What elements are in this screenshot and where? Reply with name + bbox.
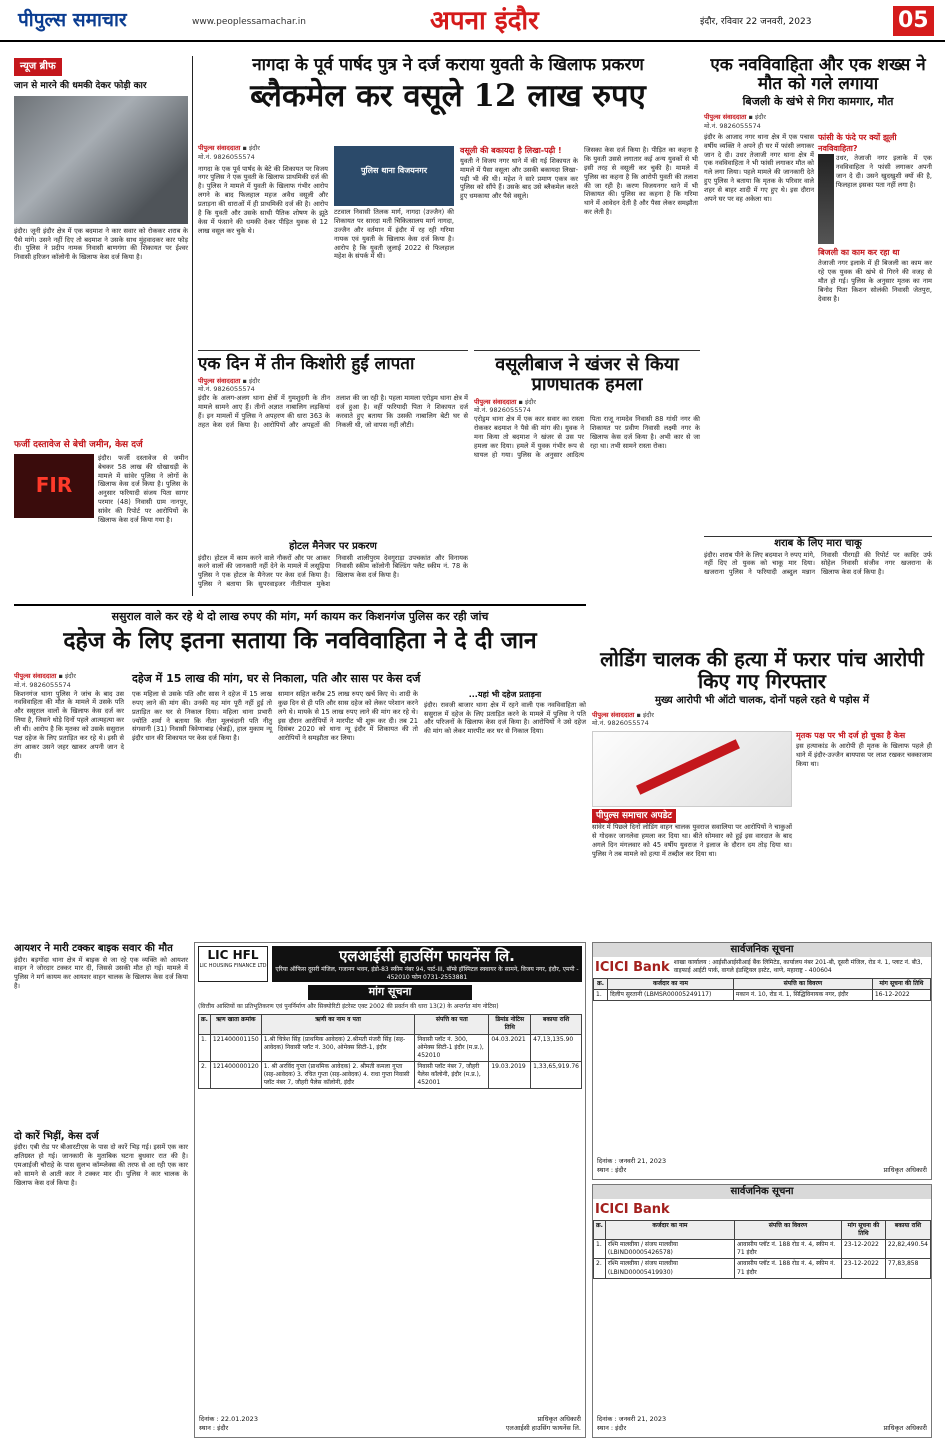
notice2-cell: रश्मि मालवीया / संजय मालवीया (LBIND00005419930) <box>605 1259 734 1278</box>
story8-subhead: मुख्य आरोपी भी ऑटो चालक, दोनों पहले रहते थे पड़ोस में <box>655 695 869 706</box>
icici-notice-2 <box>592 1184 932 1438</box>
notice1-row <box>594 990 931 1001</box>
lic-title: एलआईसी हाउसिंग फायनेंस लि. <box>339 947 515 965</box>
story5-phone: मो.नं. 9826055574 <box>474 406 531 415</box>
story1-city: इंदौर <box>248 144 260 152</box>
story7-headline[interactable]: दहेज के लिए इतना सताया कि नवविवाहिता ने दे दी जान <box>63 626 537 654</box>
lic-logo-text: LIC HFL <box>207 948 259 962</box>
page-number: 05 <box>893 6 934 36</box>
story1-inset-title: वसूली की बकायदा है लिखा-पढ़ी ! <box>460 146 562 155</box>
story7-text2: एक महिला से उसके पति और सास ने दहेज में 15 लाख रुपए लाने की मांग की। उनकी यह मांग पूरी नहीं हुई तो प्रताड़ित कर घर से निकाल दिया। महिला थाना प्रभारी ज्योति शर्मा ने बताया कि नीता मूलचंदानी पति नीतु संगवानी (31) निवासी त्रिवेणाबाढ़ (चेन्नई), हाल मुकाम न्यू इंदौर धान की शिकायत पर केस दर्ज किया है। <box>132 689 272 743</box>
brief-item2-text-a: इंदौर। फर्जी दस्तावेज से जमीन बेचकर 58 लाख की धोखाधड़ी के मामले में सांवेर पुलिस ने लोगों के खिलाफ केस दर्ज किया है। पुलिस के अनुसार फरियादी संजय पिता सागर परमार (48) निवासी ग्राम नानपुर, सांवेर की रिपोर्ट पर आरोपियों के खिलाफ केस दर्ज किया गया है। <box>98 453 188 525</box>
story1-phone: मो.नं. 9826055574 <box>198 152 255 161</box>
lic-date: दिनांक : 22.01.2023 <box>199 1415 258 1424</box>
lic-column-header: ऋण खाता क्रमांक <box>210 1015 261 1034</box>
lic-signatory: प्राधिकृत अधिकारी <box>537 1415 581 1424</box>
story8-phone: मो.नं. 9826055574 <box>592 719 649 728</box>
lic-cell: 1. श्री अरविंद गुप्ता (प्राथमिक आवेदक) 2. श्रीमती कमला गुप्ता (सह-आवेदक) 3. रचित गुप्ता (सह-आवेदक) 4. राधा गुप्ता निवासी प्लॉट नंबर 7, जौहरी पैलेस कॉलोनी, इंदौर <box>261 1061 415 1088</box>
lic-intro: (वित्तीय आस्तियों का प्रतिभूतिकरण एवं पुनर्निर्माण और सिक्योरिटी इंटरेस्ट एक्ट 2002 की प्रवर्तन की धारा 13(2) के अन्तर्गत मांग नोटिस) <box>198 1003 499 1011</box>
notice2-table <box>593 1220 931 1279</box>
story5-byline: पीपुल्स संवाददाता <box>474 397 517 406</box>
story8-headline[interactable]: लोडिंग चालक की हत्या में फरार पांच आरोपी किए गए गिरफ्तार <box>600 647 924 693</box>
notice1-column-header: क्र. <box>594 979 608 990</box>
story2-inset-title: फांसी के फंदे पर क्यों झूली नवविवाहिता? <box>818 132 897 153</box>
lic-row <box>199 1034 582 1061</box>
story1-kicker[interactable]: नागदा के पूर्व पार्षद पुत्र ने दर्ज कराया युवती के खिलाफ प्रकरण <box>252 55 644 75</box>
notice2-cell: आवासीय प्लॉट नं. 188 रोड नं. 4, स्कीम नं. 71 इंदौर <box>735 1240 842 1259</box>
notice2-cell: रश्मि मालवीया / संजय मालवीया (LBIND00005426578) <box>605 1240 734 1259</box>
notice1-cell: दिलीप सुरतानी (LBMSR00005249117) <box>608 990 734 1001</box>
police-station-photo <box>334 146 454 206</box>
notice2-head: सार्वजनिक सूचना <box>593 1185 931 1199</box>
story7-kicker[interactable]: ससुराल वाले कर रहे थे दो लाख रुपए की मांग, मर्ग कायम कर किशनगंज पुलिस कर रही जांच <box>111 610 489 623</box>
story8-inset-title: मृतक पक्ष पर भी दर्ज हो चुका है केस <box>796 731 906 741</box>
news-brief-label: न्यूज ब्रीफ <box>14 58 62 76</box>
story2-byline: पीपुल्स संवाददाता <box>704 113 747 122</box>
lic-row <box>199 1061 582 1088</box>
story8-text: सांवेर में पिछले दिनों लोडिंग वाहन चालक युवराज सवालिया पर आरोपियों ने चाकुओं से गोदकर जानलेवा हमला कर दिया था। बीते सोमवार को हुई इस वारदात के बाद अगले दिन मंगलवार को 45 वर्षीय युवराज ने इलाज के दौरान दम तोड़ दिया था। पुलिस ने तब मामले को हत्या में तब्दील कर दिया था। <box>592 823 792 858</box>
story2-subhead: बिजली के खंभे से गिरा कामगार, मौत <box>742 95 894 109</box>
brief-item3-title[interactable]: आयशर ने मारी टक्कर बाइक सवार की मौत <box>14 943 173 954</box>
notice2-signatory: प्राधिकृत अधिकारी <box>883 1424 927 1433</box>
brand-logo[interactable]: पीपुल्स समाचार <box>18 9 127 31</box>
story2-headline[interactable]: एक नवविवाहिता और एक शख्स ने मौत को गले लगाया <box>710 55 926 94</box>
story1-text4: जिसका केस दर्ज किया है। पीड़ित का कहना है कि युवती उससे लगातार कई अन्य युवकों से भी इसी तरह से वसूली कर चुकी है। मामले में पुलिस का कहना है कि आरोपी युवती की तलाश की जा रही है। करण विजयनगर थाने में भी शिकायत की। पुलिस का कहना है कि गरिमा थाने में आवेदन देती है और पैसा लेकर समझौता कर लेती है। <box>584 146 698 217</box>
lic-column-header: संपत्ति का पता <box>415 1015 489 1034</box>
story-dowry: ससुराल वाले कर रहे थे दो लाख रुपए की मांग, मर्ग कायम कर किशनगंज पुलिस कर रही जांच दहेज के लिए इतना सताया कि नवविवाहिता ने दे दी जान पीपुल्स संवाददाता ▪ इंदौर मो.नं. 9826055574 किशनगंज थाना पुलिस ने जांच के बाद उस नवविवाहिता की मौत के मामले में उसके पति और ससुराल वालों के खिलाफ केस दर्ज कर लिया है, जिसने थोड़े दिनों पहले आत्महत्या कर ली थी। आरोप है कि मृतका को उसके ससुराल पक्ष दहेज के लिए प्रताड़ित कर रहे थे। इसी से तंग आकर उसने जहर खाकर अपनी जान दे दी। दहेज में 15 लाख की मांग, घर से निकाला, पति और सास पर केस दर्ज एक महिला से उसके पति और सास ने दहेज में 15 लाख रुपए लाने की मांग की। उनकी यह मांग पूरी नहीं हुई तो प्रताड़ित कर घर से निकाल दिया। महिला थाना प्रभारी ज्योति शर्मा ने बताया कि नीता मूलचंदानी पति नीतु संगवानी (31) निवासी त्रिवेणाबाढ़ (चेन्नई), हाल मुकाम न्यू इंदौर धान की शिकायत पर केस दर्ज किया है। सामान सहित करीब 25 लाख रुपए खर्च किए थे। शादी के कुछ दिन से ही पति और सास दहेज को लेकर परेशान करने लगे थे। मायके से 15 लाख रुपए लाने की मांग कर रहे थे। इस दौरान आरोपियों ने मारपीट भी शुरू कर दी। तब 21 दिसंबर 2020 को थाना न्यू इंदौर में शिकायत की तो आरोपियों ने समझौता कर लिया। ...यहां भी दहेज प्रताड़ना इंदौर। रावजी बाजार थाना क्षेत्र में रहने वाली एक नवविवाहिता को ससुराल में दहेज के लिए प्रताड़ित करने के मामले में पुलिस ने पति और परिजनों के खिलाफ केस दर्ज किया है। आरोपियों ने उसे दहेज की मांग को लेकर मारपीट कर घर से निकाल दिया। <box>14 604 586 936</box>
notice2-cell: 1. <box>594 1240 606 1259</box>
story5-city: इंदौर <box>524 397 536 406</box>
lic-column-header: बकाया राशि <box>531 1015 582 1034</box>
lic-cell: 1,33,65,919.76 <box>531 1061 582 1088</box>
notice1-cell: मकान नं. 10, रोड नं. 1, सिद्धिविनायक नगर, इंदौर <box>733 990 872 1001</box>
brief-item4-title[interactable]: दो कारें भिड़ीं, केस दर्ज <box>14 1130 99 1142</box>
lic-logo-sub: LIC HOUSING FINANCE LTD <box>199 963 267 970</box>
story3-phone: मो.नं. 9826055574 <box>198 385 255 394</box>
notice1-column-header: कर्जदार का नाम <box>608 979 734 990</box>
story6-headline[interactable]: शराब के लिए मारा चाकू <box>774 538 862 549</box>
lic-cell: 2. <box>199 1061 211 1088</box>
story7-text4: इंदौर। रावजी बाजार थाना क्षेत्र में रहने वाली एक नवविवाहिता को ससुराल में दहेज के लिए प्रताड़ित करने के मामले में पुलिस ने पति और परिजनों के खिलाफ केस दर्ज किया है। आरोपियों ने उसे दहेज की मांग को लेकर मारपीट कर घर से निकाल दिया। <box>424 700 586 736</box>
story1-photo-caption: पुलिस थाना विजयनगर <box>360 166 428 175</box>
lic-cell: निवासी प्लॉट नं. 300, ओमेक्स सिटी-1 इंदौर (म.प्र.), 452010 <box>415 1034 489 1061</box>
notice1-place: स्थान : इंदौर <box>597 1166 627 1175</box>
story7-text3: सामान सहित करीब 25 लाख रुपए खर्च किए थे। शादी के कुछ दिन से ही पति और सास दहेज को लेकर परेशान करने लगे थे। मायके से 15 लाख रुपए लाने की मांग कर रहे थे। इस दौरान आरोपियों ने मारपीट भी शुरू कर दी। तब 21 दिसंबर 2020 को थाना न्यू इंदौर में शिकायत की तो आरोपियों ने समझौता कर लिया। <box>278 689 418 743</box>
story3-text: इंदौर के अलग-अलग थाना क्षेत्रों में गुमशुदगी के तीन मामले सामने आए हैं। तीनों अज्ञात नाबालिग लड़कियां हैं। इन मामलों में पुलिस ने अपहरण की धारा 363 के तहत केस दर्ज किया है। आरोपियों और अपहृतों की तलाश की जा रही है। पहला मामला एरोड्रम थाना क्षेत्र में दर्ज हुआ है। वहीं फरियादी पिता ने शिकायत दर्ज करवाते हुए बताया कि उसकी नाबालिग बेटी घर से निकली थी, जो वापस नहीं लौटी। <box>198 394 468 429</box>
story1-text3: युवती ने विजय नगर थाने में की गई शिकायत के मामले में पैसा वसूला और उसकी बकायदा लिखा-पढ़ी भी की थी। महेश ने सारे प्रमाण एकत्र कर पुलिस को सौंपे हैं। उसके बाद उसे ब्लैकमेल करते हुए धमकाया और पैसे वसूले। <box>460 156 578 201</box>
lic-cell: 47,13,135.90 <box>531 1034 582 1061</box>
brief-item4-text: इंदौर। एबी रोड पर बीआरटीएस के पास दो कारें भिड़ गई। इसमें एक कार क्षतिग्रस्त हो गई। जानकारी के मुताबिक घटना बुधवार रात की है। एमआईजी चौराहे के पास सुलभ कॉम्प्लेक्स की तरफ से आ रही एक कार को सामने से आती कार ने टक्कर मार दी। पुलिस ने कार चालक के खिलाफ केस दर्ज किया है। <box>14 1143 188 1187</box>
story-missing-girls: एक दिन में तीन किशोरी हुईं लापता पीपुल्स संवाददाता ▪ इंदौर मो.नं. 9826055574 इंदौर के अलग-अलग थाना क्षेत्रों में गुमशुदगी के तीन मामले सामने आए हैं। तीनों अज्ञात नाबालिग लड़कियां हैं। इन मामलों में पुलिस ने अपहरण की धारा 363 के तहत केस दर्ज किया है। आरोपियों और अपहृतों की तलाश की जा रही है। पहला मामला एरोड्रम थाना क्षेत्र में दर्ज हुआ है। वहीं फरियादी पिता ने शिकायत दर्ज करवाते हुए बताया कि उसकी नाबालिग बेटी घर से निकली थी, जो वापस नहीं लौटी। <box>198 350 468 540</box>
story4-headline[interactable]: होटल मैनेजर पर प्रकरण <box>289 541 377 552</box>
lic-ad <box>194 942 586 1438</box>
notice1-table <box>593 978 931 1001</box>
lic-column-header: डिमांड नोटिस तिथि <box>489 1015 531 1034</box>
story5-headline[interactable]: वसूलीबाज ने खंजर से किया प्राणघातक हमला <box>495 354 679 395</box>
notice2-cell: 23-12-2022 <box>841 1259 885 1278</box>
story3-byline: पीपुल्स संवाददाता <box>198 376 241 385</box>
lic-cell: 121400000120 <box>210 1061 261 1088</box>
story-knife <box>704 536 932 598</box>
noose-photo <box>818 154 834 244</box>
lic-company-sign: एलआईसी हाउसिंग फायनेंस लि. <box>505 1424 581 1433</box>
lic-cell: 1.श्री चित्रेश सिंह (प्राथमिक आवेदक) 2.श्रीमती मंजरी सिंह (सह-आवेदक) निवासी प्लॉट नं. 300, ओमेक्स सिटी-1, इंदौर <box>261 1034 415 1061</box>
masthead <box>0 0 945 42</box>
notice2-date: दिनांक : जनवरी 21, 2023 <box>597 1415 667 1424</box>
notice1-column-header: मांग सूचना की तिथि <box>872 979 930 990</box>
story1-byline: पीपुल्स संवाददाता <box>198 144 241 152</box>
dateline: इंदौर, रविवार 22 जनवरी, 2023 <box>700 17 812 27</box>
story7-city: इंदौर <box>64 672 76 680</box>
site-url[interactable]: www.peoplessamachar.in <box>192 17 306 27</box>
story2-text: इंदौर के आजाद नगर थाना क्षेत्र में एक पचास वर्षीय व्यक्ति ने अपने ही घर में फांसी लगाकर जान दे दी। उधर तेजाजी नगर थाना क्षेत्र में एक नवविवाहिता ने भी फांसी लगाकर मौत को गले लगा लिया। पहले मामले की जानकारी देते हुए पुलिस ने बताया कि मृतक के परिवार वाले शहर से बाहर शादी में गए हुए थे। इस दौरान अपने घर पर वह अकेला था। <box>704 132 814 203</box>
story5-text: एरोड्रम थाना क्षेत्र में एक कार सवार का रास्ता रोककर बदमाश ने पैसे की मांग की। युवक ने मना किया तो बदमाश ने खंजर से उस पर हमला कर दिया। हमले में युवक गंभीर रूप से घायल हो गया। पुलिस के अनुसार आदित्य पिता राजू नामदेव निवासी 88 गांधी नगर की शिकायत पर प्रवीण निवासी लक्ष्मी नगर के खिलाफ केस दर्ज किया है। अभी कार से जा रहा था। तभी सामने रास्ता रोका। <box>474 415 700 459</box>
notice2-place: स्थान : इंदौर <box>597 1424 627 1433</box>
knife-blade <box>636 739 740 795</box>
notice2-column-header: कर्जदार का नाम <box>605 1221 734 1240</box>
lic-place: स्थान : इंदौर <box>199 1424 229 1433</box>
story-loading-driver: लोडिंग चालक की हत्या में फरार पांच आरोपी किए गए गिरफ्तार मुख्य आरोपी भी ऑटो चालक, दोनों पहले रहते थे पड़ोस में पीपुल्स संवाददाता ▪ इंदौर मो.नं. 9826055574 पीपुल्स समाचार अपडेट सांवेर में पिछले दिनों लोडिंग वाहन चालक युवराज सवालिया पर आरोपियों ने चाकुओं से गोदकर जानलेवा हमला कर दिया था। बीते सोमवार को हुई इस वारदात के बाद अगले दिन मंगलवार को 45 वर्षीय युवराज ने इलाज के दौरान दम तोड़ दिया था। पुलिस ने तब मामले को हत्या में तब्दील कर दिया था। मृतक पक्ष पर भी दर्ज हो चुका है केस इस हत्याकांड के आरोपी ही मृतक के खिलाफ पहले ही थाने में इंदौर-उज्जैन बायपास पर लाश रखकर चक्काजाम किया था। <box>592 648 932 936</box>
lic-cell: निवासी प्लॉट नंबर 7, जौहरी पैलेस कॉलोनी, इंदौर (म.प्र.), 452001 <box>415 1061 489 1088</box>
notice2-bank-logo: ICICI Bank <box>595 1201 670 1217</box>
notice2-cell: 77,83,858 <box>885 1259 930 1278</box>
notice1-cell: 16-12-2022 <box>872 990 930 1001</box>
update-label: पीपुल्स समाचार अपडेट <box>592 809 676 823</box>
story-dagger-attack: वसूलीबाज ने खंजर से किया प्राणघातक हमला पीपुल्स संवाददाता ▪ इंदौर मो.नं. 9826055574 एरोड्रम थाना क्षेत्र में एक कार सवार का रास्ता रोककर बदमाश ने पैसे की मांग की। युवक ने मना किया तो बदमाश ने खंजर से उस पर हमला कर दिया। हमले में युवक गंभीर रूप से घायल हो गया। पुलिस के अनुसार आदित्य पिता राजू नामदेव निवासी 88 गांधी नगर की शिकायत पर प्रवीण निवासी लक्ष्मी नगर के खिलाफ केस दर्ज किया है। अभी कार से जा रहा था। तभी सामने रास्ता रोका। <box>474 350 700 598</box>
story-suicide: एक नवविवाहिता और एक शख्स ने मौत को गले लगाया बिजली के खंभे से गिरा कामगार, मौत पीपुल्स संवाददाता ▪ इंदौर मो.नं. 9826055574 इंदौर के आजाद नगर थाना क्षेत्र में एक पचास वर्षीय व्यक्ति ने अपने ही घर में फांसी लगाकर जान दे दी। उधर तेजाजी नगर थाना क्षेत्र में एक नवविवाहिता ने भी फांसी लगाकर मौत को गले लगा लिया। पहले मामले की जानकारी देते हुए पुलिस ने बताया कि मृतक के परिवार वाले शहर से बाहर शादी में गए हुए थे। इस दौरान अपने घर पर वह अकेला था। फांसी के फंदे पर क्यों झूली नवविवाहिता? उधर, तेजाजी नगर इलाके में एक नवविवाहिता ने फांसी लगाकर अपनी जान दे दी। उसने खुदखुशी क्यों की है, फिलहाल इसका पता नहीं लगा है। बिजली का काम कर रहा था तेजाजी नगर इलाके में ही बिजली का काम कर रहे एक युवक की खंभे से गिरने की वजह से मौत हो गई। पुलिस के अनुसार मृतक का नाम बिनोद पिता किशन सोलंकी निवासी जेतपुरा, देवास है। <box>704 56 932 596</box>
story6-text: इंदौर। शराब पीने के लिए बदमाश ने रुपए मांगे, नहीं दिए तो युवक को चाकू मार दिया। खजराना पुलिस ने फरियादी अब्दुल मन्नान निवासी पीरगड़ी की रिपोर्ट पर कादिर उर्फ सोहेल निवासी संजीव नगर खजराना के खिलाफ केस दर्ज किया है। <box>704 550 932 577</box>
notice2-column-header: संपत्ति का विवरण <box>735 1221 842 1240</box>
column-divider <box>192 56 193 596</box>
notice2-row <box>594 1240 931 1259</box>
notice1-head: सार्वजनिक सूचना <box>593 943 931 957</box>
story-hotel-manager <box>198 540 468 598</box>
lic-address: एरिया ऑफिस दूसरी मंजिल, गजानन भवन, इंडो-83 स्कीम नंबर 94, पार्ट-III, बॉम्बे हॉस्पिटल स्क्वायर के सामने, विजय नगर, इंदौर, एमपी - 452010 फोन 0731-2553881 <box>275 966 579 982</box>
notice2-row <box>594 1259 931 1278</box>
story2-phone: मो.नं. 9826055574 <box>704 121 761 130</box>
lic-column-header: ऋणी का नाम व पता <box>261 1015 415 1034</box>
brief-item1-title[interactable]: जान से मारने की धमकी देकर फोड़ी कार <box>14 80 147 91</box>
lic-cell: 19.03.2019 <box>489 1061 531 1088</box>
notice2-column-header: क्र. <box>594 1221 606 1240</box>
story3-headline[interactable]: एक दिन में तीन किशोरी हुईं लापता <box>198 354 415 374</box>
lic-cell: 121400001150 <box>210 1034 261 1061</box>
story1-text1: नागदा के एक पूर्व पार्षद के बेटे की शिकायत पर विजय नगर पुलिस ने एक युवती के खिलाफ प्राथमिकी दर्ज की है। पुलिस ने मामले में युवती के खिलाफ गंभीर आरोप लगने के बाद फिलहाल महज अवैध वसूली और प्रताड़ना की धाराओं में ही प्राथमिकी दर्ज की है। आरोप है कि युवती और उसके साथी पैतिक शोषण के झूठे केस में फंसाने की धमकी देकर पीड़ित युवक से 12 लाख वसूल कर चुके थे। <box>198 164 328 235</box>
notice2-cell: 23-12-2022 <box>841 1240 885 1259</box>
story2-sub2-text: तेजाजी नगर इलाके में ही बिजली का काम कर रहे एक युवक की खंभे से गिरने की वजह से मौत हो गई। पुलिस के अनुसार मृतक का नाम बिनोद पिता किशन सोलंकी निवासी जेतपुरा, देवास है। <box>818 259 932 303</box>
notice2-column-header: बकाया राशि <box>885 1221 930 1240</box>
story7-phone: मो.नं. 9826055574 <box>14 680 71 689</box>
lower-brief-column <box>14 942 188 1440</box>
icici-notice-1 <box>592 942 932 1180</box>
notice1-column-header: संपत्ति का विवरण <box>733 979 872 990</box>
brief-item3-text: इंदौर। बड़गोंदा थाना क्षेत्र में बाइक से जा रहे एक व्यक्ति को आयशर वाहन ने जोरदार टक्कर मार दी, जिससे उसकी मौत हो गई। मामले में पुलिस ने मर्ग कायम कर आयशर वाहन चालक के खिलाफ केस दर्ज किया है। <box>14 955 188 991</box>
notice2-cell: 2. <box>594 1259 606 1278</box>
lic-logo <box>198 946 268 982</box>
story4-text: इंदौर। होटल में काम करने वाले नौकरों और पर आकर करने वालों की जानकारी नहीं देने के मामले में लसूड़िया पुलिस ने एक होटल के मैनेजर पर केस दर्ज किया है। पुलिस ने बताया कि सुपरवाइजर नीतीपाल मुकेश निवासी शालीपुरम देवगुराड़ा उपचकांत और विनायक निवासी स्कीम कॉलोनी बिल्डिंग फ्लैट स्कीम नं. 78 के खिलाफ केस दर्ज किया है। <box>198 553 468 589</box>
story1-text2: टटवाल निवासी तिलक मार्ग, नागदा (उज्जैन) की शिकायत पर सारदा मती चिकित्सालय मार्ग नागदा, उज्जैन और वर्तमान में इंदौर में रह रही गरिमा नायक एवं युवती के खिलाफ केस दर्ज किया है। आरोप है कि युवती जुलाई 2022 से फिलहाल महेश के संपर्क में थी। <box>334 208 454 261</box>
story7-subhead: दहेज में 15 लाख की मांग, घर से निकाला, पति और सास पर केस दर्ज <box>132 672 421 685</box>
knife-illustration <box>592 731 792 807</box>
story7-text1: किशनगंज थाना पुलिस ने जांच के बाद उस नवविवाहिता की मौत के मामले में उसके पति और ससुराल वालों के खिलाफ केस दर्ज कर लिया है, जिसने थोड़े दिनों पहले आत्महत्या कर ली थी। आरोप है कि मृतका को उसके ससुराल पक्ष दहेज के लिए प्रताड़ित कर रहे थे। इसी से तंग आकर उसने जहर खाकर अपनी जान दे दी। <box>14 689 124 760</box>
story8-city: इंदौर <box>642 710 654 719</box>
fir-text: FIR <box>35 473 73 498</box>
story8-byline: पीपुल्स संवाददाता <box>592 710 635 719</box>
story-blackmail: नागदा के पूर्व पार्षद पुत्र ने दर्ज कराया युवती के खिलाफ प्रकरण ब्लैकमेल कर वसूले 12 लाख रुपए पीपुल्स संवाददाता ▪ इंदौर मो.नं. 9826055574 नागदा के एक पूर्व पार्षद के बेटे की शिकायत पर विजय नगर पुलिस ने एक युवती के खिलाफ प्राथमिकी दर्ज की है। पुलिस ने मामले में युवती के खिलाफ गंभीर आरोप लगने के बाद फिलहाल महज अवैध वसूली और प्रताड़ना की धाराओं में ही प्राथमिकी दर्ज की है। आरोप है कि युवती और उसके साथी पैतिक शोषण के झूठे केस में फंसाने की धमकी देकर पीड़ित युवक से 12 लाख वसूल कर चुके थे। पुलिस थाना विजयनगर टटवाल निवासी तिलक मार्ग, नागदा (उज्जैन) की शिकायत पर सारदा मती चिकित्सालय मार्ग नागदा, उज्जैन और वर्तमान में इंदौर में रह रही गरिमा नायक एवं युवती के खिलाफ केस दर्ज किया है। आरोप है कि युवती जुलाई 2022 से फिलहाल महेश के संपर्क में थी। वसूली की बकायदा है लिखा-पढ़ी ! युवती ने विजय नगर थाने में की गई शिकायत के मामले में पैसा वसूला और उसकी बकायदा लिखा-पढ़ी भी की थी। महेश ने सारे प्रमाण एकत्र कर पुलिस को सौंपे हैं। उसके बाद उसे ब्लैकमेल करते हुए धमकाया और पैसे वसूले। जिसका केस दर्ज किया है। पीड़ित का कहना है कि युवती उससे लगातार कई अन्य युवकों से भी इसी तरह से वसूली कर चुकी है। मामले में पुलिस का कहना है कि आरोपी युवती की तलाश की जा रही है। करण विजयनगर थाने में भी शिकायत की। पुलिस का कहना है कि गरिमा थाने में आवेदन देती है और पैसा लेकर समझौता कर लेती है। <box>198 56 698 256</box>
broken-car-photo <box>14 96 188 224</box>
lic-table <box>198 1014 582 1089</box>
fir-photo <box>14 454 94 518</box>
story7-inset: ...यहां भी दहेज प्रताड़ना <box>468 689 542 699</box>
story2-sub2: बिजली का काम कर रहा था <box>818 248 900 258</box>
story2-city: इंदौर <box>754 113 766 122</box>
notice1-address: शाखा कार्यालय : आईसीआईसीआई बैंक लिमिटेड, कार्यालय नंबर 201-बी, दूसरी मंजिल, रोड नं. 1, प्लाट नं. बी3, वाइफाई आईटी पार्क, वागले इंडस्ट्रियल इस्टेट, थाणे, महाराष्ट्र - 400604 <box>673 958 923 974</box>
story3-city: इंदौर <box>248 376 260 385</box>
story1-headline[interactable]: ब्लैकमेल कर वसूले 12 लाख रुपए <box>250 77 646 114</box>
notice1-cell: 1. <box>594 990 608 1001</box>
story7-byline: पीपुल्स संवाददाता <box>14 672 57 680</box>
story8-inset-text: इस हत्याकांड के आरोपी ही मृतक के खिलाफ पहले ही थाने में इंदौर-उज्जैन बायपास पर लाश रखकर चक्काजाम किया था। <box>796 741 932 768</box>
brief-item2-title[interactable]: फर्जी दस्तावेज से बेची जमीन, केस दर्ज <box>14 439 143 450</box>
notice1-bank-logo: ICICI Bank <box>595 959 670 975</box>
lic-notice-title: मांग सूचना <box>308 985 472 1000</box>
notice2-cell: आवासीय प्लॉट नं. 188 रोड नं. 4, स्कीम नं. 71 इंदौर <box>735 1259 842 1278</box>
lic-column-header: क्र. <box>199 1015 211 1034</box>
lic-cell: 04.03.2021 <box>489 1034 531 1061</box>
story2-inset-text: उधर, तेजाजी नगर इलाके में एक नवविवाहिता ने फांसी लगाकर अपनी जान दे दी। उसने खुदखुशी क्यों की है, फिलहाल इसका पता नहीं लगा है। <box>835 154 932 190</box>
section-title: अपना इंदौर <box>430 6 539 36</box>
brief-item1-text: इंदौर। जूनी इंदौर क्षेत्र में एक बदमाश ने कार सवार को रोककर शराब के पैसे मांगे। उसने नहीं दिए तो बदमाश ने उसके साथ मुंहवादकर कार फोड़ दी। पुलिस ने प्रदीप नामक निवासी बाणगंगा की शिकायत पर ईश्वर निवासी हरिजन कॉलोनी के खिलाफ केस दर्ज किया है। <box>14 226 188 262</box>
lic-cell: 1. <box>199 1034 211 1061</box>
notice2-column-header: मांग सूचना की तिथि <box>841 1221 885 1240</box>
notice1-signatory: प्राधिकृत अधिकारी <box>883 1166 927 1175</box>
notice2-cell: 22,82,490.54 <box>885 1240 930 1259</box>
notice1-date: दिनांक : जनवरी 21, 2023 <box>597 1157 667 1166</box>
